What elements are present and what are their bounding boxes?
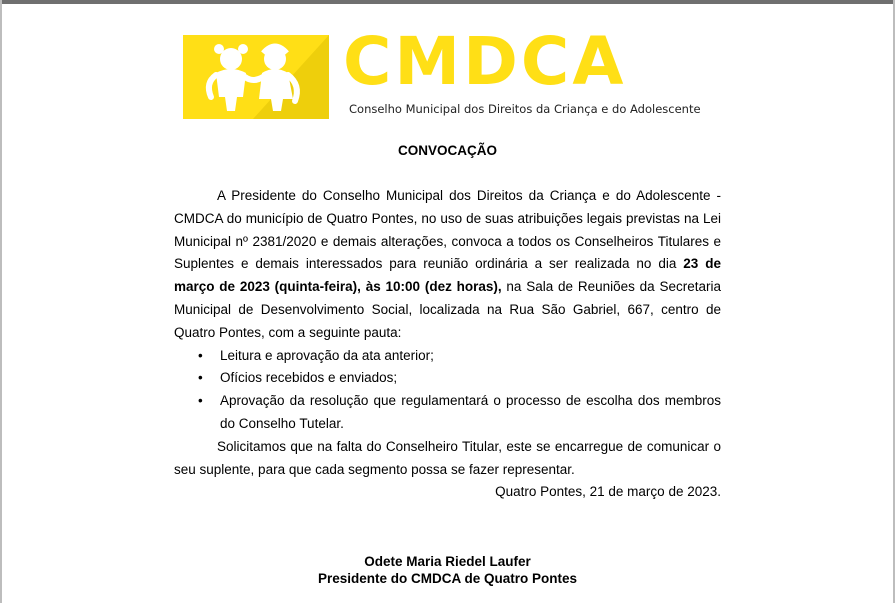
convocation-paragraph xyxy=(174,185,721,345)
logo-children-emblem xyxy=(183,35,329,119)
meeting-datetime: 23 de março de 2023 (quinta-feira), às 10:00 (dez horas), xyxy=(174,256,721,295)
cmdca-logo xyxy=(183,23,703,119)
paragraph-text-end: na Sala de Reuniões da Secretaria Municipal de Desenvolvimento Social, localizada na Rua São Gabriel, 667, centro de Quatro Pontes, com a seguinte pauta: xyxy=(174,279,721,340)
place-date: Quatro Pontes, 21 de março de 2023. xyxy=(495,484,721,500)
agenda-item: • Leitura e aprovação da ata anterior; xyxy=(174,345,721,368)
signatory-role: Presidente do CMDCA de Quatro Pontes xyxy=(317,571,578,586)
window-top-border xyxy=(0,0,895,4)
signatory-name: Odete Maria Riedel Laufer xyxy=(364,554,531,569)
agenda-list xyxy=(174,345,721,436)
paragraph-text-start: A Presidente do Conselho Municipal dos Direitos da Criança e do Adolescente - CMDCA do município de Quatro Pontes, no uso de suas atribuições legais previstas na Lei Municipal nº 2381/2020 e demais alterações, convoca a todos os Conselheiros Titulares e Suplentes e demais interessados para reunião ordinária a ser realizada no dia xyxy=(174,188,721,272)
request-paragraph: Solicitamos que na falta do Conselheiro Titular, este se encarregue de comunicar o seu suplente, para que cada segmento possa se fazer representar. xyxy=(174,438,721,477)
agenda-item: • Aprovação da resolução que regulamentará o processo de escolha dos membros do Conselho Tutelar. xyxy=(174,390,721,436)
signature-block xyxy=(0,553,895,587)
children-icon xyxy=(183,35,329,119)
window-left-border xyxy=(0,0,2,603)
bullet-icon: • xyxy=(198,370,203,386)
logo-wordmark: CMDCA xyxy=(343,23,627,100)
bullet-icon: • xyxy=(198,393,203,409)
document-body xyxy=(174,185,721,504)
logo-subtitle: Conselho Municipal dos Direitos da Criança e do Adolescente xyxy=(349,102,701,116)
bullet-icon: • xyxy=(198,347,203,363)
agenda-item: • Ofícios recebidos e enviados; xyxy=(174,367,721,390)
document-title: CONVOCAÇÃO xyxy=(397,143,497,158)
